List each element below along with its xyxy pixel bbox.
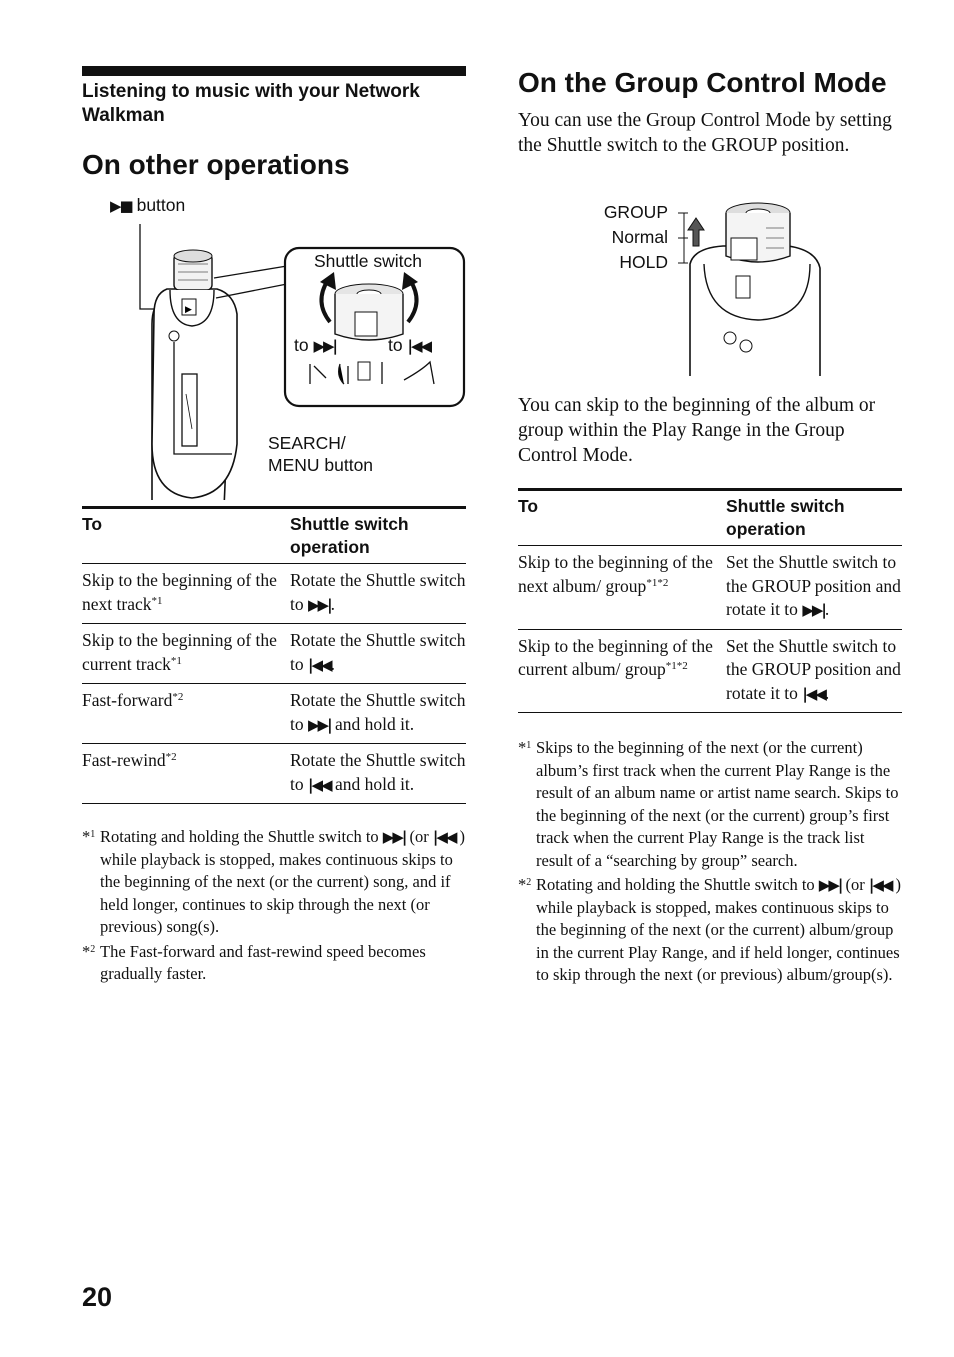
prev-track-icon: |◀◀ xyxy=(432,828,456,846)
right-column xyxy=(518,66,902,987)
next-track-icon: ▶▶| xyxy=(308,715,331,734)
footnote: *$^1$ Skips to the beginning of the next (or the current) album’s first track when the current Play Range is the result of an album name or artist name search. Skips to the beginning of the next (or the current) group’s first track when the current Play Range is the track list result of a “searching by group” search. xyxy=(518,738,899,870)
footnote: *$^1$ Rotating and holding the Shuttle switch to ▶▶| (or |◀◀ ) while playback is stopped, makes continuous skips to the beginning of the next (or the current) song, and if held longer, continues to skip through the next (or previous) song(s). xyxy=(82,827,466,936)
next-track-icon: ▶▶| xyxy=(382,828,406,846)
table-header-row xyxy=(518,490,902,546)
left-column xyxy=(82,66,466,986)
header-to: To xyxy=(82,514,103,534)
position-group-label: GROUP xyxy=(603,202,668,222)
play-stop-button-label: ▶■ button xyxy=(110,195,186,215)
prev-track-icon: |◀◀ xyxy=(802,684,825,703)
next-track-icon: ▶▶| xyxy=(313,337,337,355)
section-bar xyxy=(82,66,466,76)
page-number: 20 xyxy=(82,1282,113,1312)
table-row: Skip to the beginning of the next track$^{*1}$ Rotate the Shuttle switch to ▶▶|. xyxy=(82,564,466,624)
prev-track-icon: |◀◀ xyxy=(868,876,892,894)
next-track-icon: ▶▶| xyxy=(802,601,825,619)
left-operations-table xyxy=(82,506,466,804)
left-footnotes xyxy=(82,826,466,986)
heading-group-control-mode: On the Group Control Mode xyxy=(518,67,887,98)
svg-text:▶: ▶ xyxy=(185,305,192,315)
position-normal-label: Normal xyxy=(611,227,668,247)
table-row: Skip to the beginning of the current track$^{*1}$ Rotate the Shuttle switch to |◀◀. xyxy=(82,624,466,684)
table-header-row xyxy=(82,508,466,564)
play-stop-icon: ▶■ xyxy=(110,197,132,215)
to-prev-label: to |◀◀ xyxy=(388,335,431,355)
header-operation: Shuttle switch operation xyxy=(290,514,409,557)
prev-track-icon: |◀◀ xyxy=(308,655,331,674)
figure-walkman-shuttle xyxy=(82,194,466,500)
intro-paragraph: You can use the Group Control Mode by setting the Shuttle switch to the GROUP position. xyxy=(518,110,892,156)
group-switch-illustration xyxy=(518,168,902,378)
second-paragraph: You can skip to the beginning of the album or group within the Play Range in the Group Control Mode. xyxy=(518,395,876,466)
table-row: Fast-rewind$^{*2}$ Rotate the Shuttle switch to |◀◀ and hold it. xyxy=(82,744,466,804)
search-menu-label: SEARCH/ MENU button xyxy=(268,433,374,475)
next-track-icon: ▶▶| xyxy=(818,876,842,894)
prev-track-icon: |◀◀ xyxy=(407,337,431,355)
position-hold-label: HOLD xyxy=(619,252,668,272)
right-footnotes xyxy=(518,737,902,987)
header-operation: Shuttle switch operation xyxy=(726,496,845,539)
heading-other-operations: On other operations xyxy=(82,149,350,180)
footnote: *$^2$ Rotating and holding the Shuttle switch to ▶▶| (or |◀◀ ) while playback is stopped, makes continuous skips to the beginning of the next (or the current) album/group in the current Play Range, and if held longer, continues to skip through the next (or previous) album/group(s). xyxy=(518,875,902,984)
to-next-label: to ▶▶| xyxy=(294,335,337,355)
right-operations-table xyxy=(518,488,902,713)
header-to: To xyxy=(518,496,539,516)
section-title: Listening to music with your Network Walkman xyxy=(82,81,420,126)
footnote: *$^2$ The Fast-forward and fast-rewind speed becomes gradually faster. xyxy=(82,941,426,983)
figure-group-switch xyxy=(518,168,902,378)
shuttle-switch-label: Shuttle switch xyxy=(314,251,422,271)
table-row: Skip to the beginning of the next album/ group$^{*1*2}$ Set the Shuttle switch to the GROUP position and rotate it to ▶▶|. xyxy=(518,546,902,630)
next-track-icon: ▶▶| xyxy=(308,595,331,614)
table-row: Skip to the beginning of the current album/ group$^{*1*2}$ Set the Shuttle switch to the GROUP position and rotate it to |◀◀. xyxy=(518,629,902,713)
table-row: Fast-forward$^{*2}$ Rotate the Shuttle switch to ▶▶| and hold it. xyxy=(82,684,466,744)
prev-track-icon: |◀◀ xyxy=(308,775,331,794)
